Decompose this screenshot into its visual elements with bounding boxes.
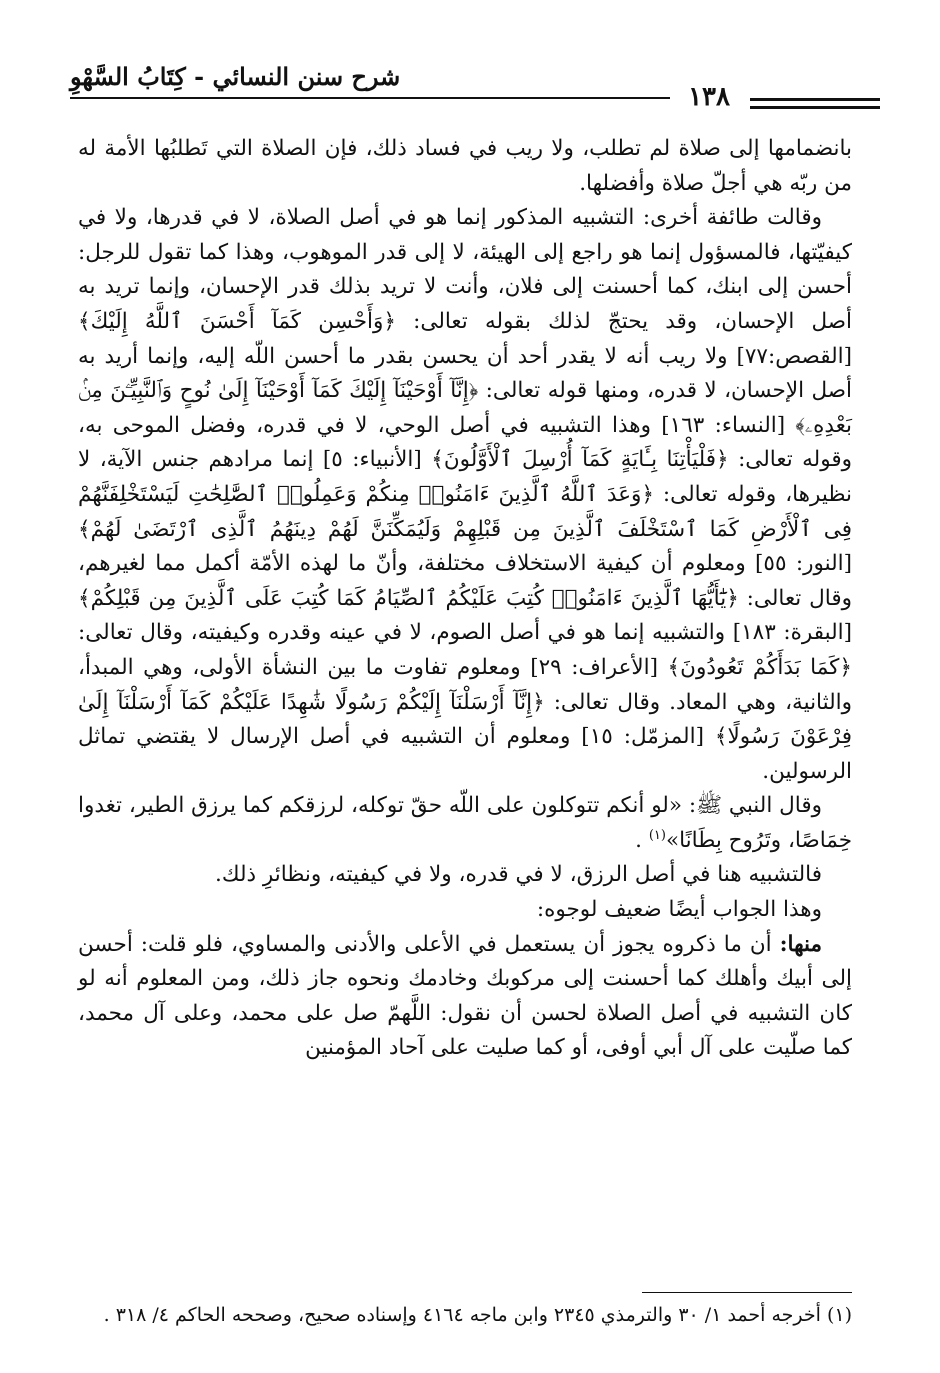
main-text (78, 132, 852, 1066)
paragraph-weak-answer: وهذا الجواب أيضًا ضعيف لوجوه: (536, 897, 822, 923)
paragraph-second-opinion: وقالت طائفة أخرى: التشبيه المذكور إنما هو في أصل الصلاة، لا في قدرها، ولا في كيفيّتها، فالمسؤول إنما هو راجع إلى الهيئة، لا إلى قدر الموهوب، وهذا كما تقول للرجل: أحسن إلى ابنك، كما أحسنت إلى فلان، وأنت لا تريد بذلك قدر الإحسان، وإنما تريد به أصل الإحسان، وقد يحتجّ لذلك بقوله تعالى: ﴿وَأَحْسِن كَمَآ أَحْسَنَ ٱللَّهُ إِلَيْكَ﴾ [القصص:٧٧] ولا ريب أنه لا يقدر أحد أن يحسن بقدر ما أحسن اللّه إليه، وإنما أريد به أصل الإحسان، لا قدره، ومنها قوله تعالى: ﴿إِنَّآ أَوْحَيْنَآ إِلَيْكَ كَمَآ أَوْحَيْنَآ إِلَىٰ نُوحٍ وَٱلنَّبِيِّـۧنَ مِنۢ بَعْدِهِۦ﴾ [النساء: ١٦٣] وهذا التشبيه في أصل الوحي، لا في قدره، وفضل الموحى به، وقوله تعالى: ﴿فَلْيَأْتِنَا بِـَٔايَةٍ كَمَآ أُرْسِلَ ٱلْأَوَّلُونَ﴾ [الأنبياء: ٥] إنما مرادهم جنس الآية، لا نظيرها، وقوله تعالى: ﴿وَعَدَ ٱللَّهُ ٱلَّذِينَ ءَامَنُوا۟ مِنكُمْ وَعَمِلُوا۟ ٱلصَّٰلِحَٰتِ لَيَسْتَخْلِفَنَّهُمْ فِى ٱلْأَرْضِ كَمَا ٱسْتَخْلَفَ ٱلَّذِينَ مِن قَبْلِهِمْ وَلَيُمَكِّنَنَّ لَهُمْ دِينَهُمُ ٱلَّذِى ٱرْتَضَىٰ لَهُمْ﴾ [النور: ٥٥] ومعلوم أن كيفية الاستخلاف مختلفة، وأنّ ما لهذه الأمّة أكمل مما لغيرهم، وقال تعالى: ﴿يَٰٓأَيُّهَا ٱلَّذِينَ ءَامَنُوا۟ كُتِبَ عَلَيْكُمُ ٱلصِّيَامُ كَمَا كُتِبَ عَلَى ٱلَّذِينَ مِن قَبْلِكُمْ﴾ [البقرة: ١٨٣] والتشبيه إنما هو في أصل الصوم، لا في عينه وقدره وكيفيته، وقال تعالى: ﴿كَمَا بَدَأَكُمْ تَعُودُونَ﴾ [الأعراف: ٢٩] ومعلوم تفاوت ما بين النشأة الأولى، وهي المبدأ، والثانية، وهي المعاد. وقال تعالى: ﴿إِنَّآ أَرْسَلْنَآ إِلَيْكُمْ رَسُولًا شَٰهِدًا عَلَيْكُمْ كَمَآ أَرْسَلْنَآ إِلَىٰ فِرْعَوْنَ رَسُولًا﴾ [المزمّل: ١٥] ومعلوم أن التشبيه في أصل الإرسال لا يقتضي تماثل الرسولين. (78, 205, 852, 784)
hadith-text: وقال النبي ﷺ: «لو أنكم تتوكلون على اللّه حقّ توكله، لرزقكم كما يرزق الطير، تغدوا خِمَاصًا، وتَرُوح بِطَانًا» (78, 793, 852, 853)
hadith-tail: . (635, 827, 649, 853)
page-number: ١٣٨ (688, 82, 730, 112)
header-rule (70, 97, 670, 99)
paragraph-rizq: فالتشبيه هنا في أصل الرزق، لا في قدره، ولا في كيفيته، ونظائرِ ذلك. (214, 862, 822, 888)
page-header (70, 44, 880, 114)
reason-text: أن ما ذكروه يجوز أن يستعمل في الأعلى والأدنى والمساوي، فلو قلت: أحسن إلى أبيك وأهلك كما أحسنت إلى مركوبك وخادمك ونحوه جاز ذلك، ومن المعلوم أنه لو كان التشبيه في أصل الصلاة لحسن أن نقول: اللَّهمّ صل على محمد، وعلى آل محمد، كما صلّيت على آل أبي أوفى، أو كما صليت على آحاد المؤمنين (78, 931, 852, 1061)
paragraph-hadith (78, 789, 852, 858)
reason-lead: منها: (779, 931, 822, 957)
footnote-separator (642, 1292, 852, 1293)
page-number-rule-lower (750, 106, 880, 109)
paragraph-continuation: بانضمامها إلى صلاة لم تطلب، ولا ريب في فساد ذلك، فإن الصلاة التي تَطلبُها الأمة له من ربّه هي أجلّ صلاة وأفضلها. (78, 136, 852, 196)
running-title: شرح سنن النسائي - كِتَابُ السَّهْوِ (70, 62, 401, 91)
page-number-rule-upper (750, 98, 880, 101)
footnote-reference: (١) (648, 827, 666, 843)
paragraph-first-reason (78, 928, 852, 1066)
footnote: (١) أخرجه أحمد ١/ ٣٠ والترمذي ٢٣٤٥ وابن ماجه ٤١٦٤ وإسناده صحيح، وصححه الحاكم ٤/ ٣١٨ . (103, 1304, 852, 1326)
